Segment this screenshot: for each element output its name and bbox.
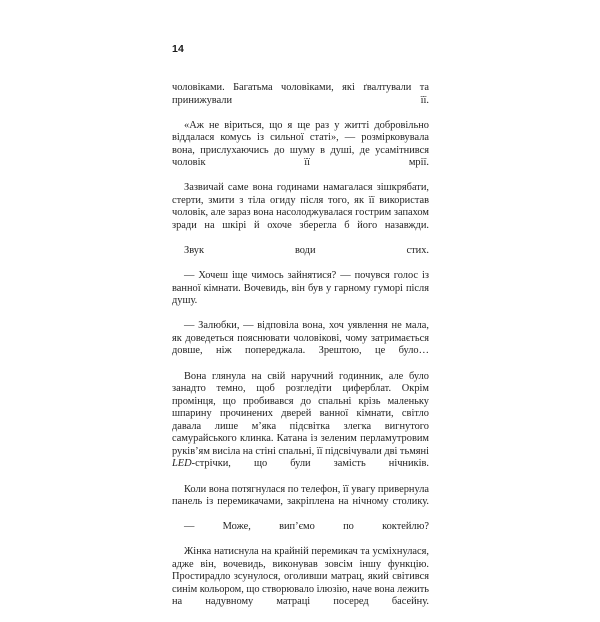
dialogue-paragraph: — Хочеш іще чимось зайнятися? — почувся голос із ванної кімнати. Вочевидь, він був у гарному гуморі після душу. (172, 270, 429, 307)
dialogue-paragraph: — Залюбки, — відповіла вона, хоч уявлення не мала, як доведеться пояснювати чоловікові, чому затримається довше, ніж попереджала. Зрештою, це було… (172, 320, 429, 357)
page-number: 14 (172, 43, 185, 55)
paragraph: Звук води стих. (184, 245, 429, 257)
paragraph-text-tail: -стрічки, що були замість нічників. (191, 458, 429, 470)
paragraph-with-italic-term (172, 371, 429, 484)
page-text-body (172, 82, 429, 622)
paragraph: Коли вона потягнулася по телефон, її увагу привернула панель із перемикачами, закріплена на нічному столику. (172, 483, 429, 508)
paragraph: чоловіками. Багатьма чоловіками, які ґвалтували та принижували її. (172, 82, 429, 106)
dialogue-paragraph: — Може, вип’ємо по коктейлю? (184, 521, 429, 533)
paragraph-text-lead: Вона глянула на свій наручний годинник, але було занадто темно, щоб розгледіти циферблат. Окрім промінця, що пробивався до спальні крізь маленьку шпарину прочинених дверей ванної кімнати, світло давала лише м’яка підсвітка злегка вигнутого самурайського клинка. Катана із зеленим перламутровим руків’ям висіла на стіні спальні, її підсвічували дві тьмяні (172, 370, 429, 457)
italic-term-led: LED (172, 458, 192, 470)
paragraph: «Аж не віриться, що я ще раз у житті добровільно віддалася комусь із сильної статі», — розмірковувала вона, прислухаючись до шуму в душі, де усамітнився чоловік її мрії. (172, 119, 429, 169)
paragraph: Зазвичай саме вона годинами намагалася зішкрябати, стерти, змити з тіла огиду після того, як її використав чоловік, але зараз вона насолоджувалася гострим запахом зради на шкірі й охоче зберегла б його назавжди. (172, 182, 429, 232)
paragraph: Жінка натиснула на крайній перемикач та усміхнулася, адже він, вочевидь, виконував зовсім іншу функцію. Простирадло зсунулося, оголивши матрац, який світився синім кольором, що створювало ілюзію, наче вона лежить на надувному матраці посеред басейну. (172, 546, 429, 608)
